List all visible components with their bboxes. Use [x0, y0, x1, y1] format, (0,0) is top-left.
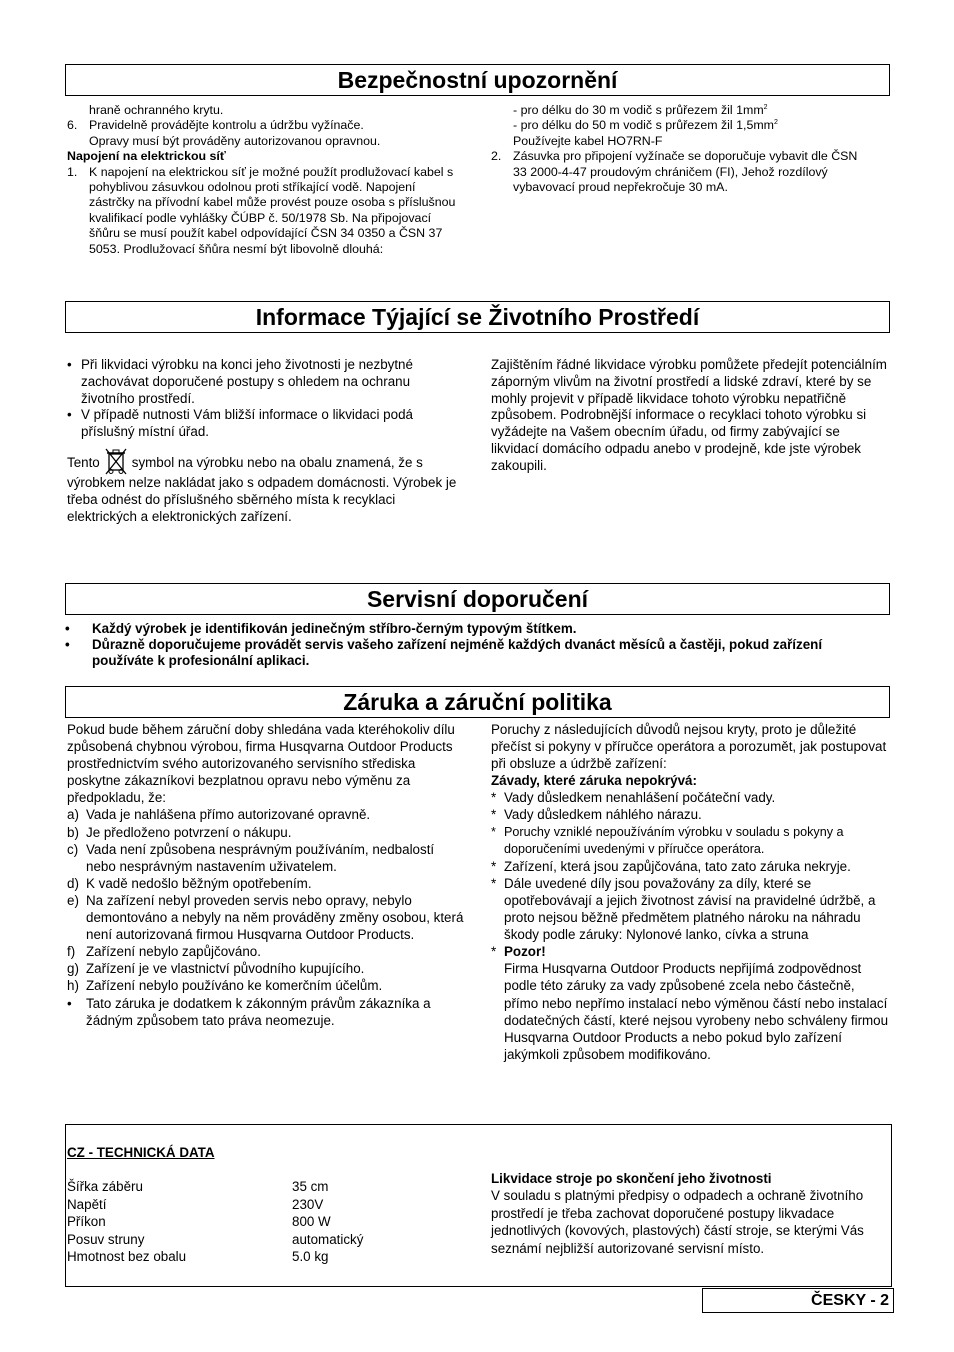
- exclusion-item: [491, 789, 891, 806]
- spec-key: Šířka záběru: [67, 1179, 143, 1195]
- cable-30m: [491, 103, 871, 118]
- weee-pre-text: Tento: [67, 454, 100, 470]
- condition-marker: h): [67, 978, 79, 994]
- exclusion-item: [491, 858, 891, 875]
- condition-text: Vada je nahlášena přímo autorizované opravně.: [86, 807, 371, 823]
- spec-key: Posuv struny: [67, 1231, 145, 1247]
- condition-text: Tato záruka je dodatkem k zákonným právům zákazníka a žádným způsobem tato práva neomezuje.: [86, 995, 431, 1028]
- environment-right-column: [491, 357, 891, 475]
- condition-marker: a): [67, 807, 79, 823]
- service-bullets: [65, 621, 865, 669]
- warranty-condition: [67, 875, 467, 892]
- spec-value: 5.0 kg: [292, 1249, 329, 1265]
- safety-item-1-text: K napojení na elektrickou síť je možné použít prodlužovací kabel s pohyblivou zásuvkou odolnou proti stříkající vodě. Napojení zástrčky na přívodní kabel může provést pouze osoba s příslušnou kvalifikací podle vyhlášky ČÚBP č. 50/1978 Sb.: [89, 164, 456, 225]
- item-number: 6.: [67, 118, 78, 133]
- condition-text: Zařízení nebylo zapůjčováno.: [86, 944, 261, 960]
- disposal-text: V souladu s platnými předpisy o odpadech a ochraně životního prostředí je třeba zachovat doporučené postupy likvadace jednotlivých (kovových, plastových) částí stroje, se kterými Vás seznámí nejbližší autorizované servisní místo.: [491, 1188, 864, 1256]
- condition-marker: d): [67, 875, 79, 891]
- environment-bullet-1: [67, 357, 467, 407]
- warranty-intro: Pokud bude během záruční doby shledána vada kteréhokoliv dílu způsobená chybnou výrobou, firma Husqvarna Outdoor Products prostřednictvím svého autorizovaného servisního střediska poskytne zákazníkovi bezplatnou opravu nebo výměnu za předpokladu, že:: [67, 722, 455, 806]
- safety-item-6: [67, 118, 462, 149]
- safety-item-6-text-b: Opravy musí být prováděny autorizovanou opravnou.: [89, 133, 381, 148]
- bullet: •: [67, 357, 72, 372]
- superscript: 2: [763, 104, 768, 111]
- warranty-conditions: [67, 806, 467, 1028]
- bullet: •: [65, 637, 70, 652]
- service-bullet-2: [65, 637, 865, 669]
- condition-text: Na zařízení nebyl proveden servis nebo opravy, nebylo demontováno a nebyly na něm prováděny změny osobou, která není autorizovaná firmou Husqvarna Outdoor Products.: [86, 892, 464, 943]
- section-title-safety: Bezpečnostní upozornění: [65, 64, 890, 96]
- environment-left-column: [67, 357, 467, 525]
- safety-item-1-text-c: Prodlužovací šňůra nesmí být libovolně dlouhá:: [123, 241, 384, 256]
- exclusion-text: Vady důsledkem náhlého nárazu.: [504, 807, 702, 823]
- spec-key: Příkon: [67, 1214, 106, 1230]
- safety-item-6-text-a: Pravidelně provádějte kontrolu a údržbu vyžínače.: [89, 118, 364, 133]
- service-bullet-1: [65, 621, 865, 637]
- tech-heading: CZ - TECHNICKÁ DATA: [67, 1145, 215, 1160]
- warranty-left-column: [67, 721, 467, 1029]
- exclusion-item: [491, 824, 891, 858]
- exclusion-text: Zařízení, která jsou zapůjčována, tato zato záruka nekryje.: [504, 858, 851, 874]
- exclusion-text: Dále uvedené díly jsou považovány za díly, které se opotřebovávají a jejich životnost závisí na pravidelné údržbě, a proto nejsou běžně předmětem platného nároku na náhradu škody podle záruky: Nylonové lanko, cívka a struna: [504, 875, 876, 943]
- spec-value: automatický: [292, 1231, 364, 1247]
- asterisk: *: [491, 875, 497, 891]
- condition-text: K vadě nedošlo běžným opotřebením.: [86, 875, 312, 891]
- exclusion-item: [491, 806, 891, 823]
- section-title-service: Servisní doporučení: [65, 583, 890, 615]
- warranty-condition: [67, 977, 467, 994]
- item-number: 2.: [491, 149, 502, 164]
- warranty-condition: [67, 943, 467, 960]
- service-bullet-2-text: Důrazně doporučujeme provádět servis vašeho zařízení nejméně každých dvanáct měsíců a častěji, pokud zařízení používáte k profesionální aplikaci.: [92, 637, 823, 668]
- warranty-right-column: [491, 721, 891, 1063]
- condition-marker: b): [67, 824, 79, 840]
- condition-text: Zařízení je ve vlastnictví původního kupujícího.: [86, 961, 365, 977]
- spec-value: 35 cm: [292, 1179, 329, 1195]
- spec-row: [67, 1248, 467, 1265]
- environment-bullet-2: [67, 407, 467, 441]
- asterisk: *: [491, 807, 497, 823]
- bullet: •: [67, 407, 72, 423]
- bullet: •: [65, 621, 70, 636]
- warranty-right-intro: Poruchy z následujících důvodů nejsou kryty, proto je důležité přečíst si pokyny v příručce operátora a porozumět, jak postupovat při obsluze a údržbě zařízení:: [491, 722, 887, 772]
- spec-key: Hmotnost bez obalu: [67, 1249, 187, 1265]
- disposal-block: [491, 1170, 886, 1257]
- item-number: 1.: [67, 164, 78, 179]
- section-title-environment: Informace Týjající se Životního Prostředí: [65, 301, 890, 333]
- safety-right-column: [491, 103, 871, 195]
- warranty-condition: [67, 960, 467, 977]
- disposal-heading: Likvidace stroje po skončení jeho životnosti: [491, 1171, 772, 1186]
- spec-key: Napětí: [67, 1196, 107, 1212]
- exclusions-heading: Závady, které záruka nepokrývá:: [491, 773, 697, 789]
- condition-marker: c): [67, 841, 79, 857]
- warranty-condition: [67, 995, 467, 1029]
- environment-bullet-1-text: Při likvidaci výrobku na konci jeho životnosti je nezbytné zachovávat doporučené postupy s ohledem na ochranu životního prostředí.: [81, 357, 413, 406]
- cable-type: Používejte kabel HO7RN-F: [513, 133, 663, 148]
- section-title-warranty: Záruka a záruční politika: [65, 686, 890, 718]
- warranty-condition: [67, 824, 467, 841]
- asterisk: *: [491, 944, 497, 960]
- warranty-condition: [67, 841, 467, 875]
- cable-50m: [491, 118, 871, 133]
- superscript: 2: [774, 119, 778, 127]
- asterisk: *: [491, 824, 496, 839]
- safety-item-2-text: Zásuvka pro připojení vyžínače se doporučuje vybavit dle ČSN 33 2000-4-47 proudovým chráničem (FI), Jehož rozdílový vybavovací proud nepřekročuje 30 mA.: [513, 149, 858, 195]
- safety-continuation-line: hraně ochranného krytu.: [89, 103, 224, 117]
- asterisk: *: [491, 790, 497, 806]
- exclusion-text: Poruchy vzniklé nepoužíváním výrobku v souladu s pokyny a doporučeními uvedenými v příručce operátora.: [504, 824, 844, 856]
- spec-row: [67, 1213, 467, 1230]
- note-heading: Pozor!: [504, 944, 546, 960]
- exclusion-text: Vady důsledkem nenahlášení počáteční vady.: [504, 790, 776, 806]
- cable-50m-text: - pro délku do 50 m vodič s průřezem žil 1,5mm: [513, 118, 774, 133]
- spec-value: 230V: [292, 1196, 324, 1212]
- note-text: Firma Husqvarna Outdoor Products nepřijímá zodpovědnost podle této záruky za vady způsobené zcela nebo částečně, přímo nebo nepřímo instalací nebo výměnou částí nebo instalací dodatečných částí, které nejsou vyrobeny nebo schváleny firmou Husqvarna Outdoor Products a nebo pokud bylo zařízení jakýmkoli způsobem modifikováno.: [504, 961, 889, 1062]
- exclusion-item: [491, 875, 891, 943]
- condition-text: Zařízení nebylo používáno ke komerčním účelům.: [86, 978, 383, 994]
- asterisk: *: [491, 858, 497, 874]
- warranty-condition: [67, 892, 467, 943]
- spec-row: [67, 1196, 467, 1213]
- condition-marker: g): [67, 961, 79, 977]
- spec-row: [67, 1231, 467, 1248]
- safety-item-1-text-b: Na připojovací šňůru se musí použít kabel odpovídající ČSN 34 0350 a ČSN 37 5053.: [89, 210, 443, 256]
- environment-bullet-2-text: V případě nutnosti Vám bližší informace o likvidaci podá příslušný místní úřad.: [81, 407, 413, 440]
- weee-post-text: symbol na výrobku nebo na obalu znamená, že s výrobkem nelze nakládat jako s odpadem domácnosti. Výrobek je třeba odnést do příslušného sběrného místa k recyklaci elektrických a elektronických zařízení.: [67, 454, 457, 524]
- weee-paragraph: [67, 447, 467, 525]
- environment-right-text: Zajištěním řádné likvidace výrobku pomůžete předejít potenciálním záporným vlivům na životní prostředí a lidské zdraví, které by se mohly projevit v případě likvidace tohoto výrobku nepatřičně způsobem. Podrobnější informace o recyklaci tohoto výrobku si vyžádejte na Vašem obecním úřadu, od firmy zabývající se likvidací domácího odpadu anebo v prodejně, kde jste výrobek zakoupili.: [491, 357, 887, 473]
- crossed-out-wheelie-bin-icon: [103, 447, 129, 475]
- page-number-label: ČESKY - 2: [702, 1288, 894, 1313]
- spec-row: [67, 1178, 467, 1195]
- condition-marker: •: [67, 995, 72, 1011]
- condition-text: Vada není způsobena nesprávným používáním, nedbalostí nebo nesprávným nastavením uživatelem.: [86, 841, 435, 874]
- safety-item-1: [67, 165, 462, 257]
- safety-item-2: [491, 149, 871, 195]
- spec-value: 800 W: [292, 1214, 331, 1230]
- service-bullet-1-text: Každý výrobek je identifikován jedinečným stříbro-černým typovým štítkem.: [92, 621, 577, 636]
- safety-left-column: [67, 103, 462, 257]
- condition-marker: f): [67, 944, 76, 960]
- power-heading: Napojení na elektrickou síť: [67, 149, 226, 164]
- cable-30m-text: - pro délku do 30 m vodič s průřezem žil 1mm: [513, 103, 764, 117]
- warranty-condition: [67, 806, 467, 823]
- condition-marker: e): [67, 892, 79, 908]
- condition-text: Je předloženo potvrzení o nákupu.: [86, 824, 292, 840]
- note-item: [491, 943, 891, 960]
- tech-specs: [67, 1144, 467, 1265]
